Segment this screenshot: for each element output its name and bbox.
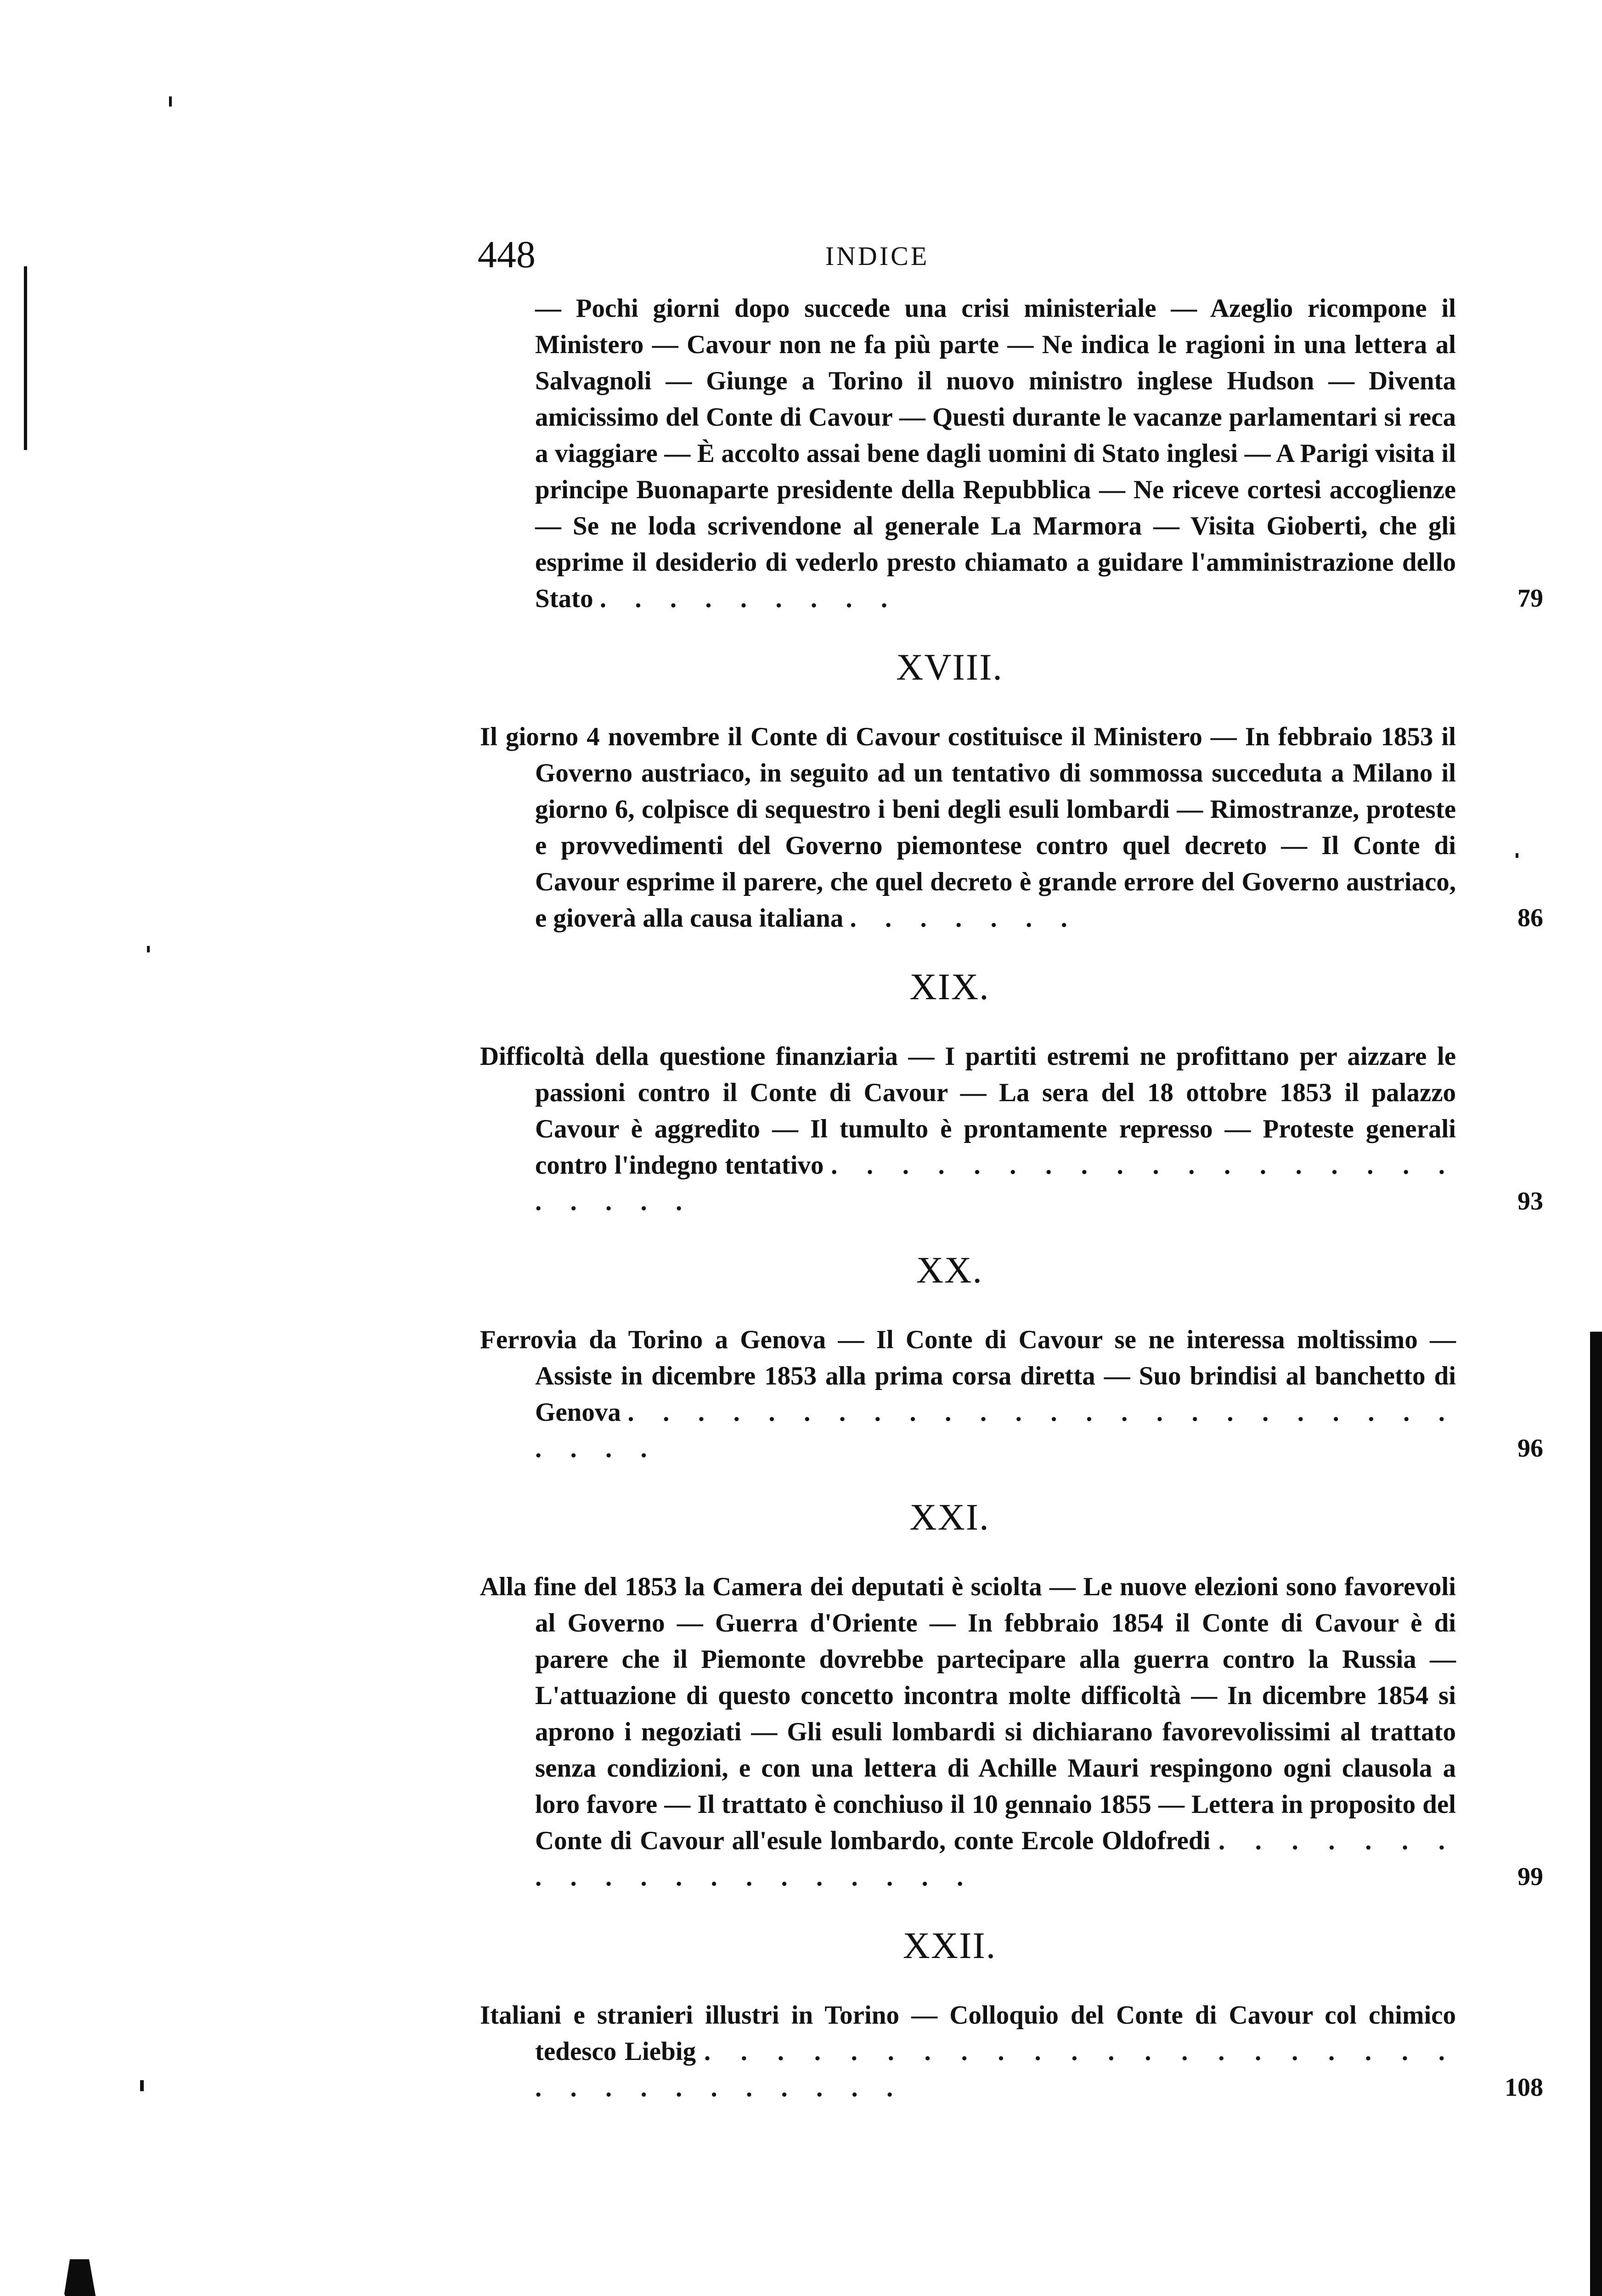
dot-leader: . . . . . . . . . . . . . . . . . . . . [535, 1826, 1456, 1891]
entry-summary [462, 1322, 1543, 1467]
entry-text: Il giorno 4 novembre il Conte di Cavour costituisce il Ministero — In febbraio 1853 il Governo austriaco, in seguito ad un tentativo di sommossa succeduta a Milano il giorno 6, colpisce di sequestro i beni degli esuli lombardi — Rimostranze, proteste e provvedimenti del Governo piemontese contro quel decreto — Il Conte di Cavour esprime il parere, che quel decreto è grande errore del Governo austriaco, e gioverà alla causa italiana [480, 722, 1456, 933]
entry-text: Ferrovia da Torino a Genova — Il Conte di Cavour se ne interessa moltissimo — Assiste in dicembre 1853 alla prima corsa diretta — Suo brindisi al banchetto di Genova [480, 1325, 1456, 1427]
margin-speck [147, 946, 150, 952]
entry-page-ref: 96 [1517, 1434, 1543, 1463]
dot-leader: . . . . . . . [850, 904, 1078, 933]
entry-text: Difficoltà della questione finanziaria — I partiti estremi ne profittano per aizzare le passioni contro il Conte di Cavour — La sera del 18 ottobre 1853 il palazzo Cavour è aggredito — Il tumulto è prontamente represso — Proteste generali contro l'indegno tentativo [480, 1042, 1456, 1180]
entry-summary [462, 1038, 1543, 1220]
page-number: 448 [478, 233, 536, 276]
dot-leader: . . . . . . . . . . . . . . . . . . . . . . . . . . . . . . . . [535, 2037, 1456, 2102]
chapter-heading: XX. [916, 1249, 983, 1291]
chapter-heading: XXI. [909, 1496, 990, 1538]
entry-page-ref: 93 [1517, 1187, 1543, 1216]
margin-speck [169, 96, 172, 107]
entry-summary [462, 1997, 1543, 2106]
entry-page-ref: 79 [1517, 584, 1543, 613]
scan-spine-edge [1590, 1332, 1602, 2296]
dot-leader: . . . . . . . . . [599, 584, 899, 613]
entry-page-ref: 86 [1517, 904, 1543, 932]
chapter-heading: XIX. [909, 966, 990, 1007]
chapter-heading: XXII. [903, 1925, 997, 1966]
dot-leader: . . . . . . . . . . . . . . . . . . . . . . . [535, 1151, 1456, 1216]
chapter-heading: XVIII. [896, 646, 1003, 688]
entry-summary [462, 290, 1543, 617]
margin-speck [140, 2080, 144, 2091]
index-entry [462, 719, 1543, 936]
scan-thumb-shadow [64, 2259, 119, 2296]
entry-summary [462, 719, 1543, 936]
entry-summary [462, 1569, 1543, 1895]
entry-text: Alla fine del 1853 la Camera dei deputati è sciolta — Le nuove elezioni sono favorevoli al Governo — Guerra d'Oriente — In febbraio 1854 il Conte di Cavour è di parere che il Piemonte dovrebbe partecipare alla guerra contro la Russia — L'attuazione di questo concetto incontra molte difficoltà — In dicembre 1854 si aprono i negoziati — Gli esuli lombardi si dichiarano favorevolissimi al trattato senza condizioni, e con una lettera di Achille Mauri respingono ogni clausola a loro favore — Il trattato è conchiuso il 10 gennaio 1855 — Lettera in proposito del Conte di Cavour all'esule lombardo, conte Ercole Oldofredi [480, 1572, 1456, 1855]
entry-page-ref: 99 [1517, 1863, 1543, 1891]
dot-leader: . . . . . . . . . . . . . . . . . . . . . . . . . . . . [535, 1398, 1456, 1463]
index-entry [462, 1997, 1543, 2106]
index-entry [462, 1569, 1543, 1895]
index-entry [462, 1322, 1543, 1467]
running-head [478, 230, 1277, 280]
index-entry [462, 1038, 1543, 1220]
entry-page-ref: 108 [1505, 2073, 1543, 2102]
index-body [462, 290, 1543, 2106]
running-title: INDICE [825, 241, 930, 271]
entry-text: — Pochi giorni dopo succede una crisi ministeriale — Azeglio ricompone il Ministero — Cavour non ne fa più parte — Ne indica le ragioni in una lettera al Salvagnoli — Giunge a Torino il nuovo ministro inglese Hudson — Diventa amicissimo del Conte di Cavour — Questi durante le vacanze parlamentari si reca a viaggiare — È accolto assai bene dagli uomini di Stato inglesi — A Parigi visita il principe Buonaparte presidente della Repubblica — Ne riceve cortesi accoglienze — Se ne loda scrivendone al generale La Marmora — Visita Gioberti, che gli esprime il desiderio di vederlo presto chiamato a guidare l'amministrazione dello Stato [535, 294, 1456, 613]
margin-scan-mark [24, 266, 27, 450]
entry-text: Italiani e stranieri illustri in Torino — Colloquio del Conte di Cavour col chimico tedesco Liebig [480, 2001, 1456, 2066]
index-entry [462, 290, 1543, 617]
